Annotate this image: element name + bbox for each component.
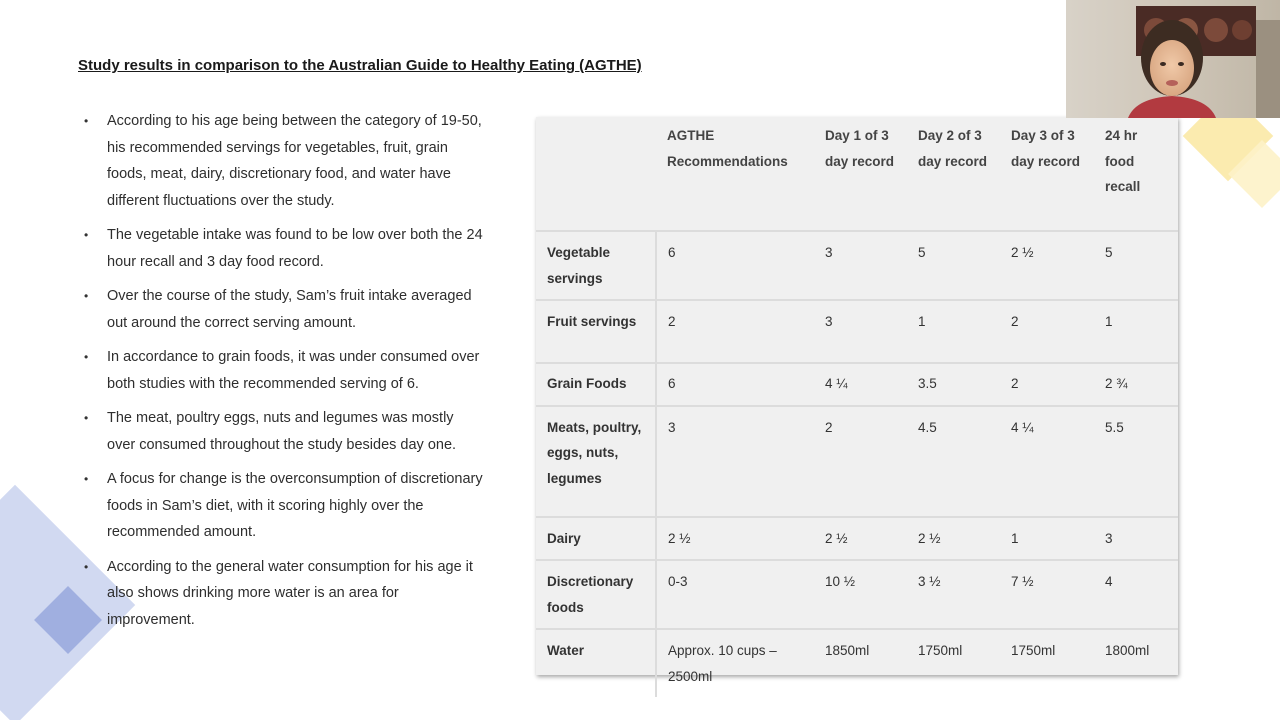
bullet-text: According to his age being between the category of 19-50, his recommended servings for vegetables, fruit, grain foods, meat, dairy, discretionary food, and water have different fluctuations over the study. bbox=[107, 113, 482, 209]
table-cell: 1 bbox=[907, 300, 1000, 363]
table-row bbox=[536, 231, 1178, 300]
table-cell: 3 bbox=[1094, 517, 1178, 561]
bullet-text: A focus for change is the overconsumption of discretionary foods in Sam’s diet, with it scoring highly over the recommended amount. bbox=[107, 471, 483, 540]
table-cell: 5 bbox=[1094, 231, 1178, 300]
bullet-list bbox=[84, 108, 484, 641]
row-label: Discretionary foods bbox=[536, 560, 656, 629]
table-cell: 2 bbox=[814, 406, 907, 517]
bullet-item bbox=[84, 405, 484, 458]
bullet-icon: • bbox=[84, 289, 89, 303]
bullet-icon: • bbox=[84, 114, 89, 128]
bullet-item bbox=[84, 554, 484, 634]
table-cell: 2 ½ bbox=[907, 517, 1000, 561]
bullet-icon: • bbox=[84, 559, 89, 574]
table-cell: 1800ml bbox=[1105, 643, 1150, 658]
table-cell: 2 bbox=[656, 300, 814, 363]
table-cell: Approx. 10 cups – 2500ml bbox=[668, 643, 777, 684]
bullet-text: According to the general water consumption for his age it also shows drinking more water is an area for improvement. bbox=[107, 558, 473, 628]
table-cell: 1 bbox=[1000, 517, 1094, 561]
table-cell: 2 ¾ bbox=[1094, 363, 1178, 406]
table-cell: 2 ½ bbox=[656, 517, 814, 561]
row-label: Meats, poultry, eggs, nuts, legumes bbox=[536, 406, 656, 517]
bullet-icon: • bbox=[84, 472, 89, 486]
row-label: Fruit servings bbox=[536, 300, 656, 363]
bullet-text: The vegetable intake was found to be low over both the 24 hour recall and 3 day food record. bbox=[107, 227, 483, 270]
table-cell: 6 bbox=[656, 363, 814, 406]
table-cell: 3 bbox=[656, 406, 814, 517]
table-cell: 1750ml bbox=[918, 643, 963, 658]
header-cell-empty bbox=[536, 117, 656, 231]
header-cell-24hr: 24 hr food recall bbox=[1094, 117, 1178, 231]
table-cell: 5 bbox=[907, 231, 1000, 300]
table-cell: 5.5 bbox=[1094, 406, 1178, 517]
table-cell: 1 bbox=[1094, 300, 1178, 363]
table-cell: 3 ½ bbox=[907, 560, 1000, 629]
table-row bbox=[536, 363, 1178, 406]
bullet-item bbox=[84, 466, 484, 546]
table-cell: 3.5 bbox=[907, 363, 1000, 406]
table-cell: 2 ½ bbox=[814, 517, 907, 561]
table-cell: 2 ½ bbox=[1000, 231, 1094, 300]
bullet-item bbox=[84, 344, 484, 397]
bullet-text: Over the course of the study, Sam’s fruit intake averaged out around the correct serving amount. bbox=[107, 288, 472, 331]
bullet-item bbox=[84, 283, 484, 336]
table-cell: 0-3 bbox=[656, 560, 814, 629]
slide-title: Study results in comparison to the Australian Guide to Healthy Eating (AGTHE) bbox=[78, 57, 642, 74]
table-row bbox=[536, 517, 1178, 561]
bullet-text: The meat, poultry eggs, nuts and legumes was mostly over consumed throughout the study besides day one. bbox=[107, 410, 457, 453]
table-row bbox=[536, 560, 1178, 629]
table-cell: 7 ½ bbox=[1000, 560, 1094, 629]
table-cell: 4 ¼ bbox=[1000, 406, 1094, 517]
table-row bbox=[536, 300, 1178, 363]
bullet-icon: • bbox=[84, 411, 89, 425]
table-header-row bbox=[536, 117, 1178, 231]
presenter-webcam-thumbnail bbox=[1066, 0, 1280, 118]
bullet-icon: • bbox=[84, 228, 89, 242]
row-label: Vegetable servings bbox=[536, 231, 656, 300]
header-cell-agthe: AGTHE Recommendations bbox=[656, 117, 814, 231]
table-cell: 1850ml bbox=[825, 643, 870, 658]
header-cell-day2: Day 2 of 3 day record bbox=[907, 117, 1000, 231]
row-label: Grain Foods bbox=[536, 363, 656, 406]
header-cell-day1: Day 1 of 3 day record bbox=[814, 117, 907, 231]
table-row bbox=[536, 629, 1178, 697]
table-cell: 3 bbox=[814, 300, 907, 363]
table-cell: 6 bbox=[656, 231, 814, 300]
results-table-container bbox=[536, 117, 1178, 684]
bullet-icon: • bbox=[84, 350, 89, 364]
table-cell: 10 ½ bbox=[814, 560, 907, 629]
header-cell-day3: Day 3 of 3 day record bbox=[1000, 117, 1094, 231]
row-label: Dairy bbox=[536, 517, 656, 561]
table-cell: 2 bbox=[1000, 363, 1094, 406]
table-cell: 1750ml bbox=[1011, 643, 1056, 658]
presenter-video-image bbox=[1066, 0, 1280, 118]
table-cell: 3 bbox=[814, 231, 907, 300]
row-label: Water bbox=[536, 629, 656, 697]
bullet-item bbox=[84, 222, 484, 275]
table-cell: 4 ¼ bbox=[814, 363, 907, 406]
bullet-text: In accordance to grain foods, it was under consumed over both studies with the recommended serving of 6. bbox=[107, 349, 480, 392]
table-cell: 2 bbox=[1000, 300, 1094, 363]
table-cell: 4.5 bbox=[907, 406, 1000, 517]
bullet-item bbox=[84, 108, 484, 214]
table-cell: 4 bbox=[1094, 560, 1178, 629]
table-row bbox=[536, 406, 1178, 517]
results-table bbox=[536, 117, 1178, 697]
